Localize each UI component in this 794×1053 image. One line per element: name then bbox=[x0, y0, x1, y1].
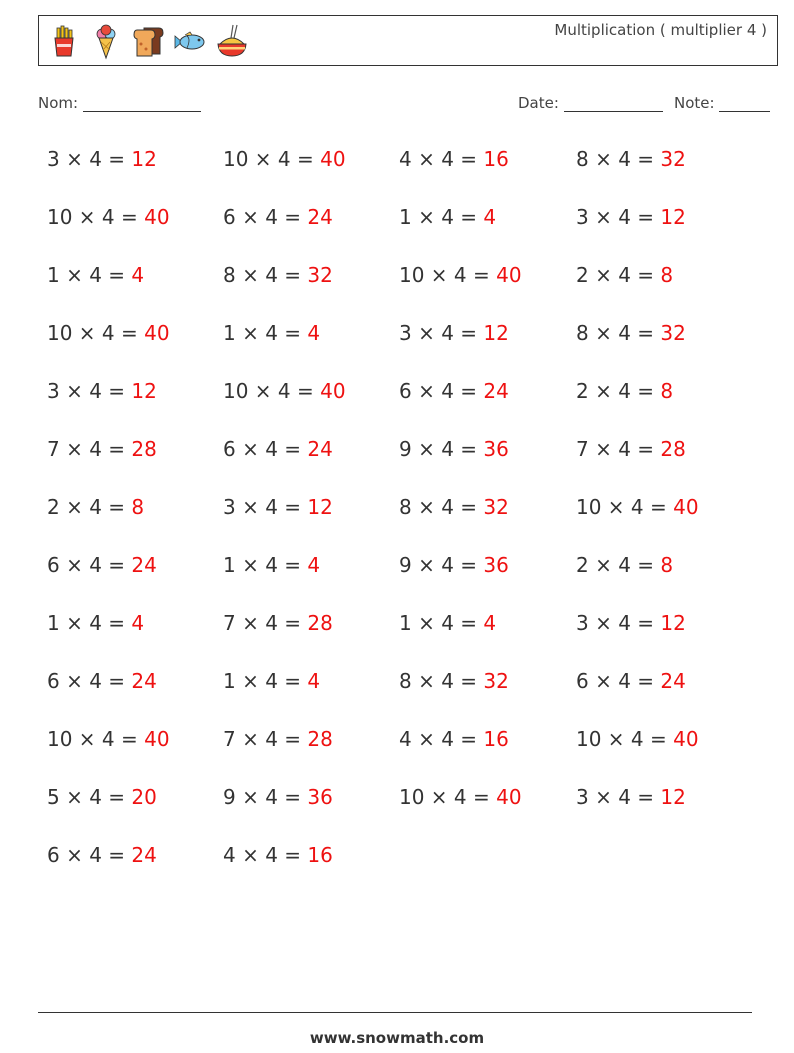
header-box bbox=[38, 15, 778, 66]
date-field bbox=[518, 94, 663, 112]
problem-answer: 16 bbox=[483, 727, 509, 751]
name-blank bbox=[83, 95, 201, 112]
problem-item bbox=[399, 553, 509, 577]
problem-item bbox=[399, 727, 509, 751]
problem-question: 1 × 4 = bbox=[47, 611, 132, 635]
problem-question: 10 × 4 = bbox=[47, 205, 145, 229]
problem-answer: 24 bbox=[660, 669, 686, 693]
problem-item bbox=[576, 437, 686, 461]
problem-question: 6 × 4 = bbox=[576, 669, 661, 693]
problem-answer: 12 bbox=[660, 785, 686, 809]
problem-question: 10 × 4 = bbox=[399, 263, 497, 287]
problem-answer: 40 bbox=[496, 263, 522, 287]
name-label: Nom: bbox=[38, 94, 79, 112]
problem-item bbox=[399, 263, 522, 287]
problem-question: 3 × 4 = bbox=[399, 321, 484, 345]
problem-question: 1 × 4 = bbox=[223, 553, 308, 577]
problem-question: 10 × 4 = bbox=[223, 379, 321, 403]
problem-answer: 24 bbox=[483, 379, 509, 403]
problem-answer: 4 bbox=[131, 611, 145, 635]
problem-answer: 4 bbox=[483, 611, 497, 635]
problem-item bbox=[399, 321, 509, 345]
problem-question: 6 × 4 = bbox=[47, 553, 132, 577]
problem-answer: 40 bbox=[673, 495, 699, 519]
problem-answer: 40 bbox=[320, 147, 346, 171]
problem-answer: 12 bbox=[483, 321, 509, 345]
problem-item bbox=[47, 669, 157, 693]
problem-item bbox=[223, 147, 346, 171]
problem-answer: 28 bbox=[307, 727, 333, 751]
problem-question: 6 × 4 = bbox=[47, 843, 132, 867]
problem-question: 4 × 4 = bbox=[399, 727, 484, 751]
problem-item bbox=[576, 727, 699, 751]
problem-item bbox=[223, 321, 320, 345]
note-field bbox=[674, 94, 770, 112]
icon-strip bbox=[47, 22, 257, 62]
problem-question: 1 × 4 = bbox=[47, 263, 132, 287]
problem-question: 9 × 4 = bbox=[399, 437, 484, 461]
problem-item bbox=[223, 843, 333, 867]
problem-answer: 40 bbox=[320, 379, 346, 403]
problem-question: 8 × 4 = bbox=[399, 669, 484, 693]
problem-question: 1 × 4 = bbox=[399, 205, 484, 229]
problem-answer: 4 bbox=[131, 263, 145, 287]
problem-answer: 36 bbox=[483, 437, 509, 461]
problem-answer: 12 bbox=[131, 379, 157, 403]
problem-item bbox=[47, 379, 157, 403]
note-blank bbox=[719, 95, 770, 112]
problem-answer: 32 bbox=[660, 321, 686, 345]
problem-answer: 32 bbox=[307, 263, 333, 287]
problem-item bbox=[576, 553, 673, 577]
problem-item bbox=[576, 495, 699, 519]
problem-item bbox=[47, 785, 157, 809]
problem-answer: 24 bbox=[131, 843, 157, 867]
problem-item bbox=[399, 437, 509, 461]
problem-answer: 40 bbox=[144, 205, 170, 229]
problem-question: 8 × 4 = bbox=[223, 263, 308, 287]
note-label: Note: bbox=[674, 94, 715, 112]
problem-question: 8 × 4 = bbox=[576, 321, 661, 345]
worksheet-title: Multiplication ( multiplier 4 ) bbox=[554, 21, 767, 39]
problem-question: 6 × 4 = bbox=[223, 205, 308, 229]
problem-answer: 4 bbox=[483, 205, 497, 229]
problem-answer: 24 bbox=[307, 205, 333, 229]
problem-answer: 28 bbox=[131, 437, 157, 461]
problem-item bbox=[399, 785, 522, 809]
problem-question: 6 × 4 = bbox=[399, 379, 484, 403]
problem-question: 7 × 4 = bbox=[576, 437, 661, 461]
problem-item bbox=[223, 379, 346, 403]
problem-item bbox=[576, 321, 686, 345]
problem-item bbox=[47, 553, 157, 577]
problem-question: 2 × 4 = bbox=[576, 553, 661, 577]
problem-answer: 24 bbox=[307, 437, 333, 461]
problem-question: 3 × 4 = bbox=[576, 611, 661, 635]
problem-question: 8 × 4 = bbox=[576, 147, 661, 171]
problem-item bbox=[399, 611, 496, 635]
problem-answer: 24 bbox=[131, 669, 157, 693]
problem-answer: 12 bbox=[660, 611, 686, 635]
name-field bbox=[38, 94, 201, 112]
problem-answer: 28 bbox=[660, 437, 686, 461]
problem-item bbox=[47, 321, 170, 345]
problem-question: 10 × 4 = bbox=[47, 727, 145, 751]
problem-question: 7 × 4 = bbox=[47, 437, 132, 461]
problem-question: 3 × 4 = bbox=[576, 205, 661, 229]
toast-icon bbox=[131, 22, 165, 62]
problem-item bbox=[576, 379, 673, 403]
problem-question: 10 × 4 = bbox=[399, 785, 497, 809]
problem-answer: 32 bbox=[483, 669, 509, 693]
footer-site: www.snowmath.com bbox=[309, 1029, 485, 1047]
problem-question: 3 × 4 = bbox=[47, 147, 132, 171]
problem-answer: 4 bbox=[307, 669, 321, 693]
problem-answer: 4 bbox=[307, 321, 321, 345]
problem-answer: 8 bbox=[131, 495, 145, 519]
fish-icon bbox=[173, 22, 207, 62]
problem-answer: 12 bbox=[660, 205, 686, 229]
problem-item bbox=[47, 437, 157, 461]
fries-icon bbox=[47, 22, 81, 62]
problem-item bbox=[223, 553, 320, 577]
problem-item bbox=[47, 205, 170, 229]
problem-item bbox=[223, 785, 333, 809]
problem-answer: 8 bbox=[660, 263, 674, 287]
problem-answer: 8 bbox=[660, 379, 674, 403]
problem-question: 4 × 4 = bbox=[223, 843, 308, 867]
problem-item bbox=[47, 843, 157, 867]
problem-question: 4 × 4 = bbox=[399, 147, 484, 171]
problem-answer: 40 bbox=[144, 727, 170, 751]
problem-answer: 40 bbox=[144, 321, 170, 345]
problem-question: 10 × 4 = bbox=[47, 321, 145, 345]
problem-question: 7 × 4 = bbox=[223, 611, 308, 635]
problem-answer: 16 bbox=[307, 843, 333, 867]
problem-item bbox=[399, 495, 509, 519]
problem-item bbox=[399, 147, 509, 171]
problem-question: 10 × 4 = bbox=[576, 495, 674, 519]
problem-answer: 16 bbox=[483, 147, 509, 171]
problem-question: 9 × 4 = bbox=[399, 553, 484, 577]
date-label: Date: bbox=[518, 94, 559, 112]
problem-answer: 12 bbox=[131, 147, 157, 171]
problem-question: 7 × 4 = bbox=[223, 727, 308, 751]
footer-divider bbox=[38, 1012, 752, 1013]
problem-item bbox=[47, 263, 144, 287]
problem-question: 1 × 4 = bbox=[399, 611, 484, 635]
problem-question: 3 × 4 = bbox=[223, 495, 308, 519]
problem-item bbox=[399, 669, 509, 693]
problem-answer: 8 bbox=[660, 553, 674, 577]
problem-item bbox=[223, 437, 333, 461]
problem-item bbox=[223, 727, 333, 751]
problem-answer: 24 bbox=[131, 553, 157, 577]
problem-item bbox=[223, 205, 333, 229]
problem-item bbox=[223, 669, 320, 693]
problem-item bbox=[223, 611, 333, 635]
date-blank bbox=[564, 95, 663, 112]
problem-question: 10 × 4 = bbox=[223, 147, 321, 171]
problem-question: 8 × 4 = bbox=[399, 495, 484, 519]
problem-item bbox=[576, 263, 673, 287]
problem-answer: 40 bbox=[496, 785, 522, 809]
problem-item bbox=[47, 147, 157, 171]
problem-item bbox=[576, 785, 686, 809]
problem-item bbox=[576, 611, 686, 635]
problem-answer: 40 bbox=[673, 727, 699, 751]
problem-item bbox=[576, 147, 686, 171]
problem-item bbox=[47, 727, 170, 751]
problem-answer: 12 bbox=[307, 495, 333, 519]
problem-question: 1 × 4 = bbox=[223, 669, 308, 693]
problem-item bbox=[576, 669, 686, 693]
problem-answer: 20 bbox=[131, 785, 157, 809]
problem-answer: 36 bbox=[307, 785, 333, 809]
problem-item bbox=[399, 379, 509, 403]
problem-question: 6 × 4 = bbox=[223, 437, 308, 461]
problem-answer: 28 bbox=[307, 611, 333, 635]
problem-question: 3 × 4 = bbox=[576, 785, 661, 809]
problem-item bbox=[223, 495, 333, 519]
noodle-bowl-icon bbox=[215, 22, 249, 62]
problem-item bbox=[399, 205, 496, 229]
problem-item bbox=[223, 263, 333, 287]
problem-item bbox=[47, 611, 144, 635]
problem-question: 9 × 4 = bbox=[223, 785, 308, 809]
problem-question: 5 × 4 = bbox=[47, 785, 132, 809]
problem-item bbox=[576, 205, 686, 229]
problem-question: 2 × 4 = bbox=[47, 495, 132, 519]
problem-item bbox=[47, 495, 144, 519]
problem-question: 10 × 4 = bbox=[576, 727, 674, 751]
problem-question: 1 × 4 = bbox=[223, 321, 308, 345]
problem-answer: 4 bbox=[307, 553, 321, 577]
ice-cream-icon bbox=[89, 22, 123, 62]
problem-question: 2 × 4 = bbox=[576, 379, 661, 403]
problem-question: 6 × 4 = bbox=[47, 669, 132, 693]
problem-question: 3 × 4 = bbox=[47, 379, 132, 403]
problem-answer: 32 bbox=[483, 495, 509, 519]
problem-answer: 36 bbox=[483, 553, 509, 577]
problem-answer: 32 bbox=[660, 147, 686, 171]
problem-question: 2 × 4 = bbox=[576, 263, 661, 287]
